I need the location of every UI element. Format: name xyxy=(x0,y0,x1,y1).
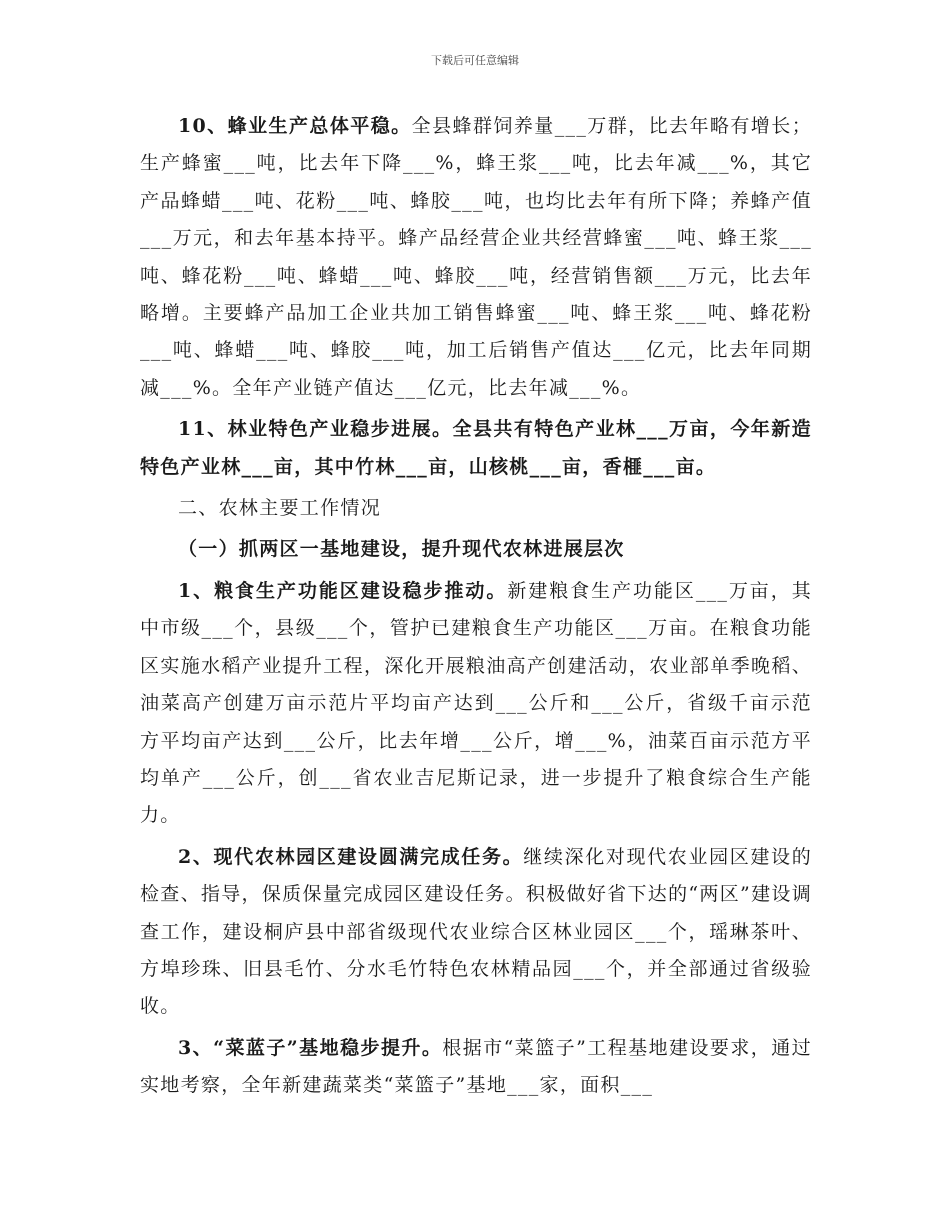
paragraph-body: 继续深化对现代农业园区建设的检查、指导，保质保量完成园区建设任务。积极做好省下达的“两区”建设调查工作，建设桐庐县中部省级现代农业综合区林业园区___个，瑶琳茶叶、方埠珍珠、旧县毛竹、分水毛竹特色农林精品园___个，并全部通过省级验收。 xyxy=(140,845,813,1018)
paragraph-bee-industry xyxy=(140,108,812,407)
paragraph-vegetable-basket xyxy=(140,1030,812,1105)
paragraph-lead: 2、现代农林园区建设圆满完成任务。 xyxy=(178,845,524,868)
paragraph-lead: 1、粮食生产功能区建设稳步推动。 xyxy=(178,579,508,602)
document-body xyxy=(140,108,812,1109)
paragraph-body: 全县共有特色产业林___万亩，今年新造特色产业林___亩，其中竹林___亩，山核桃___亩，香榧___亩。 xyxy=(140,418,812,478)
paragraph-lead: 11、林业特色产业稳步进展。 xyxy=(178,418,453,441)
paragraph-body: 根据市“菜篮子”工程基地建设要求，通过实地考察，全年新建蔬菜类“菜篮子”基地___家，面积___ xyxy=(140,1036,812,1097)
paragraph-lead: 10、蜂业生产总体平稳。 xyxy=(178,115,412,137)
paragraph-modern-park xyxy=(140,839,812,1026)
paragraph-lead: 3、“菜蓝子”基地稳步提升。 xyxy=(178,1036,443,1059)
paragraph-grain-zone xyxy=(140,573,812,835)
paragraph-body: 全县蜂群饲养量___万群，比去年略有增长；生产蜂蜜___吨，比去年下降___%，蜂王浆___吨，比去年减___%，其它产品蜂蜡___吨、花粉___吨、蜂胶___吨，也均比去年有所下降；养蜂产值___万元，和去年基本持平。蜂产品经营企业共经营蜂蜜___吨、蜂王浆___吨、蜂花粉___吨、蜂蜡___吨、蜂胶___吨，经营销售额___万元，比去年略增。主要蜂产品加工企业共加工销售蜂蜜___吨、蜂王浆___吨、蜂花粉___吨、蜂蜡___吨、蜂胶___吨，加工后销售产值达___亿元，比去年同期减___%。全年产业链产值达___亿元，比去年减___%。 xyxy=(140,115,812,399)
page-header: 下载后可任意编辑 xyxy=(431,54,519,67)
subsection-heading: （一）抓两区一基地建设，提升现代农林进展层次 xyxy=(178,538,625,561)
paragraph-forestry-industry xyxy=(140,411,812,486)
section-heading: 二、农林主要工作情况 xyxy=(178,497,382,520)
paragraph-body: 新建粮食生产功能区___万亩，其中市级___个，县级___个，管护已建粮食生产功能区___万亩。在粮食功能区实施水稻产业提升工程，深化开展粮油高产创建活动，农业部单季晚稻、油菜高产创建万亩示范片平均亩产达到___公斤和___公斤，省级千亩示范方平均亩产达到___公斤，比去年增___公斤，增___%，油菜百亩示范方平均单产___公斤，创___省农业吉尼斯记录，进一步提升了粮食综合生产能力。 xyxy=(140,579,812,827)
